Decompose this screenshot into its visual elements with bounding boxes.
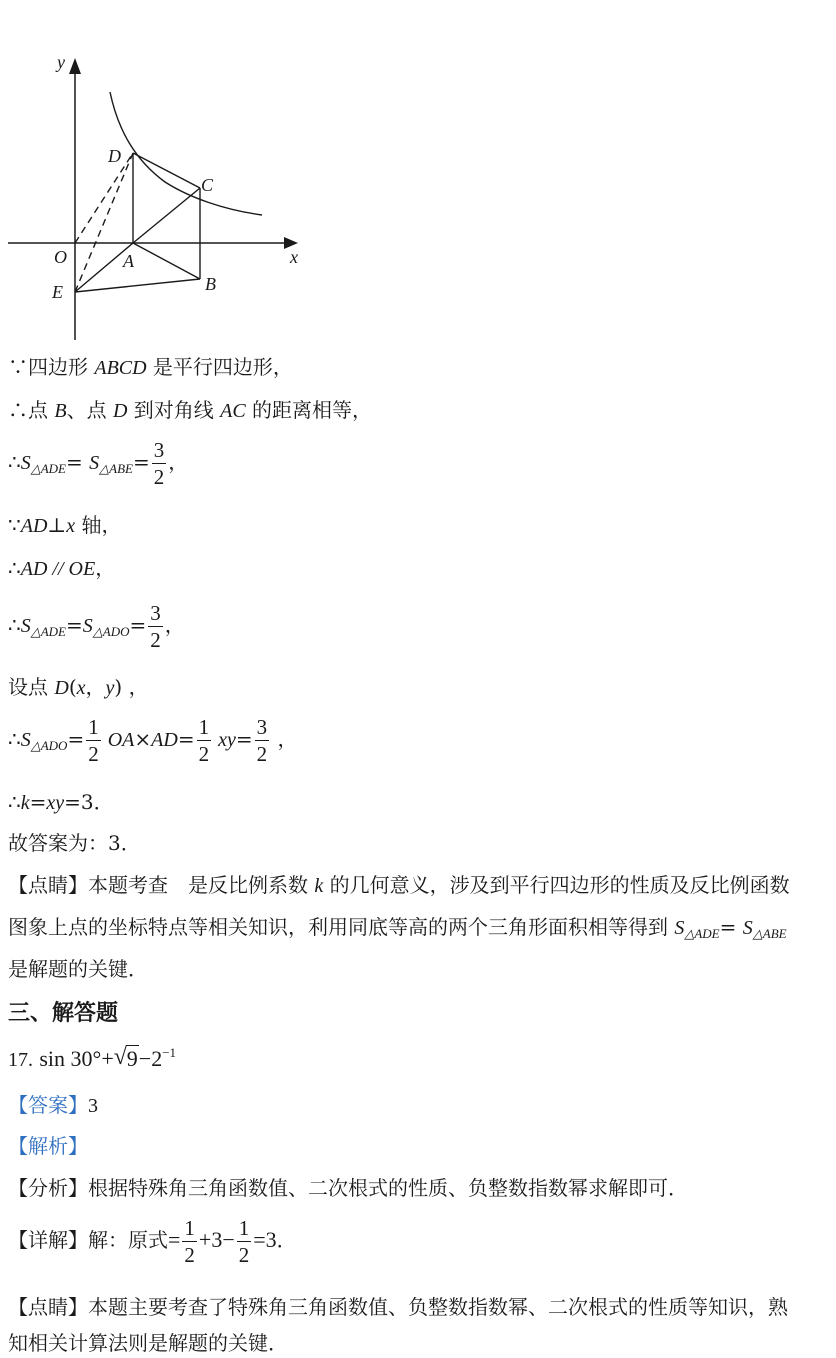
dianjing-line-1	[8, 873, 790, 898]
text: =	[235, 727, 253, 751]
subscript: △ABE	[99, 461, 133, 476]
dianjing-line-2	[8, 915, 787, 946]
numerator: 1	[198, 715, 210, 739]
segment-EB	[75, 279, 200, 292]
text: +	[101, 1046, 114, 1071]
numerator: 1	[88, 715, 99, 739]
text: 本题主要考查了特殊角三角函数值、负整数指数幂、二次根式的性质等知识，熟	[88, 1295, 788, 1319]
dianjing2-label: 【点睛】	[8, 1295, 88, 1319]
var: AD	[20, 515, 48, 537]
section-title: 三、解答题	[8, 1001, 119, 1026]
var: k	[20, 792, 30, 814]
text: 、点	[66, 398, 113, 422]
var: AD	[20, 558, 48, 580]
analysis-label: 【解析】	[8, 1134, 88, 1158]
answer-value: 3	[88, 1095, 98, 1117]
numerator: 1	[238, 1216, 250, 1240]
fenxi-label: 【分析】	[8, 1176, 88, 1200]
label-D: D	[108, 146, 121, 166]
fraction	[86, 715, 101, 766]
var: AD	[151, 729, 178, 751]
text: sin	[39, 1046, 66, 1071]
xiangjie-row	[8, 1216, 297, 1267]
proof-line-5	[8, 556, 115, 581]
text: 轴，	[75, 513, 122, 537]
subscript: △ADO	[30, 738, 68, 753]
fraction	[182, 1216, 197, 1267]
text: 是平行四边形，	[146, 355, 293, 379]
answer-label: 【答案】	[8, 1093, 88, 1117]
var: D	[112, 400, 128, 422]
proof-line-8	[8, 715, 297, 766]
answer-statement: 故答案为：3．	[8, 831, 141, 855]
denominator: 2	[88, 742, 99, 766]
text: 是反比例系数	[188, 873, 315, 897]
text: ，	[95, 556, 116, 580]
var: D	[54, 677, 69, 699]
proof-line-9	[8, 790, 114, 815]
fraction	[148, 601, 163, 652]
var: S	[82, 615, 93, 637]
therefore-symbol: ∴	[8, 450, 21, 474]
numerator: 3	[153, 438, 165, 462]
denominator: 2	[198, 742, 210, 766]
text: =	[132, 450, 150, 474]
text: ，	[271, 727, 298, 751]
var: S	[89, 452, 100, 474]
therefore-symbol: ∴	[8, 613, 21, 637]
var: S	[674, 917, 685, 939]
text: 2	[151, 1046, 163, 1071]
label-E: E	[52, 282, 63, 302]
therefore-symbol: ∴	[8, 727, 21, 751]
text: =	[253, 1227, 266, 1252]
question-number: 17.	[8, 1049, 33, 1071]
numerator: 1	[184, 1216, 195, 1240]
var: S	[20, 452, 31, 474]
fraction	[152, 438, 167, 489]
y-axis-arrow	[69, 58, 81, 74]
text: 到对角线	[127, 398, 221, 422]
text: 解：原式	[88, 1228, 168, 1252]
text: 点	[28, 398, 55, 422]
text: 30°	[70, 1046, 102, 1071]
text: 四边形	[28, 355, 95, 379]
var: x	[66, 515, 76, 537]
text: ×	[134, 727, 152, 751]
var: S	[20, 729, 31, 751]
because-symbol: ∵	[8, 513, 21, 537]
radicand: 9	[126, 1046, 138, 1071]
subscript: △ADE	[684, 926, 720, 941]
denominator: 2	[150, 628, 161, 652]
therefore-symbol: ∴	[8, 398, 28, 422]
denominator: 2	[153, 465, 165, 489]
var: xy	[213, 729, 236, 751]
fenxi-row	[8, 1176, 688, 1200]
var: S	[20, 615, 31, 637]
therefore-symbol: ∴	[8, 790, 21, 814]
text: ) ，	[114, 675, 149, 699]
proof-line-1	[8, 355, 293, 380]
exponent: −1	[162, 1045, 177, 1060]
fraction	[255, 715, 270, 766]
question-17	[8, 1045, 176, 1072]
text: =	[67, 727, 85, 751]
text: ．	[276, 1228, 297, 1252]
because-symbol: ∵	[8, 355, 28, 379]
dianjing2-line-2: 知相关计算法则是解题的关键．	[8, 1331, 288, 1355]
text: =	[29, 790, 47, 814]
fenxi-text: 根据特殊角三角函数值、二次根式的性质、负整数指数幂求解即可．	[88, 1176, 688, 1200]
dashed-OD	[75, 153, 133, 243]
answer-row	[8, 1093, 98, 1118]
subscript: △ADE	[30, 461, 67, 476]
text: 的几何意义，涉及到平行四边形的性质及反比例函数	[323, 873, 790, 897]
numerator: 3	[150, 601, 161, 625]
text: +3−	[198, 1227, 235, 1252]
label-B: B	[205, 274, 216, 294]
text: 3	[265, 1227, 277, 1252]
proof-line-4	[8, 513, 121, 538]
segment-AB	[133, 243, 200, 279]
denominator: 2	[238, 1243, 250, 1267]
var: AC	[220, 400, 246, 422]
subscript: △ADO	[92, 624, 130, 639]
text: =	[66, 613, 83, 637]
text: ，	[85, 675, 106, 699]
text: 的距离相等，	[245, 398, 373, 422]
var: k	[314, 875, 324, 897]
label-O: O	[54, 247, 67, 267]
dianjing-line-3: 是解题的关键．	[8, 957, 148, 981]
var: y	[105, 677, 115, 699]
text: =	[168, 1227, 181, 1252]
denominator: 2	[256, 742, 268, 766]
var: xy	[46, 792, 65, 814]
var: OE	[68, 558, 96, 580]
label-C: C	[201, 175, 214, 195]
subscript: △ABE	[752, 926, 787, 941]
text: ，	[168, 450, 189, 474]
xiangjie-label: 【详解】	[8, 1228, 88, 1252]
var: B	[54, 400, 67, 422]
label-A: A	[123, 251, 134, 271]
dashed-ED	[75, 153, 133, 292]
denominator: 2	[184, 1243, 195, 1267]
text: ，	[164, 613, 185, 637]
numerator: 3	[256, 715, 268, 739]
text: 图象上点的坐标特点等相关知识，利用同底等高的两个三角形面积相等得到	[8, 915, 675, 939]
proof-line-3	[8, 438, 188, 489]
text: 本题考查	[88, 873, 168, 897]
fraction	[197, 715, 212, 766]
therefore-symbol: ∴	[8, 556, 21, 580]
text: =3．	[64, 790, 114, 814]
fraction	[237, 1216, 252, 1267]
proof-line-6	[8, 601, 185, 652]
coordinate-figure	[0, 40, 320, 350]
var: S	[742, 917, 753, 939]
label-y: y	[57, 52, 65, 72]
dianjing-label: 【点睛】	[8, 873, 88, 897]
var: //	[47, 558, 69, 580]
subscript: △ADE	[30, 624, 67, 639]
label-x: x	[290, 247, 298, 267]
text: =	[177, 727, 195, 751]
var: OA	[102, 729, 135, 751]
proof-line-2	[8, 398, 372, 423]
text: (	[68, 675, 77, 699]
sqrt: √ 9	[113, 1044, 138, 1071]
text: −	[138, 1046, 152, 1071]
text: 设点	[8, 675, 55, 699]
dianjing2-line-1	[8, 1295, 788, 1319]
proof-line-7	[8, 675, 149, 700]
var: x	[76, 677, 86, 699]
segment-AC	[133, 188, 200, 243]
text: =	[129, 613, 147, 637]
text: ⊥	[47, 513, 67, 537]
var: ABCD	[94, 357, 147, 379]
text: =	[66, 450, 90, 474]
text: =	[719, 915, 743, 939]
question-expression	[39, 1046, 176, 1071]
